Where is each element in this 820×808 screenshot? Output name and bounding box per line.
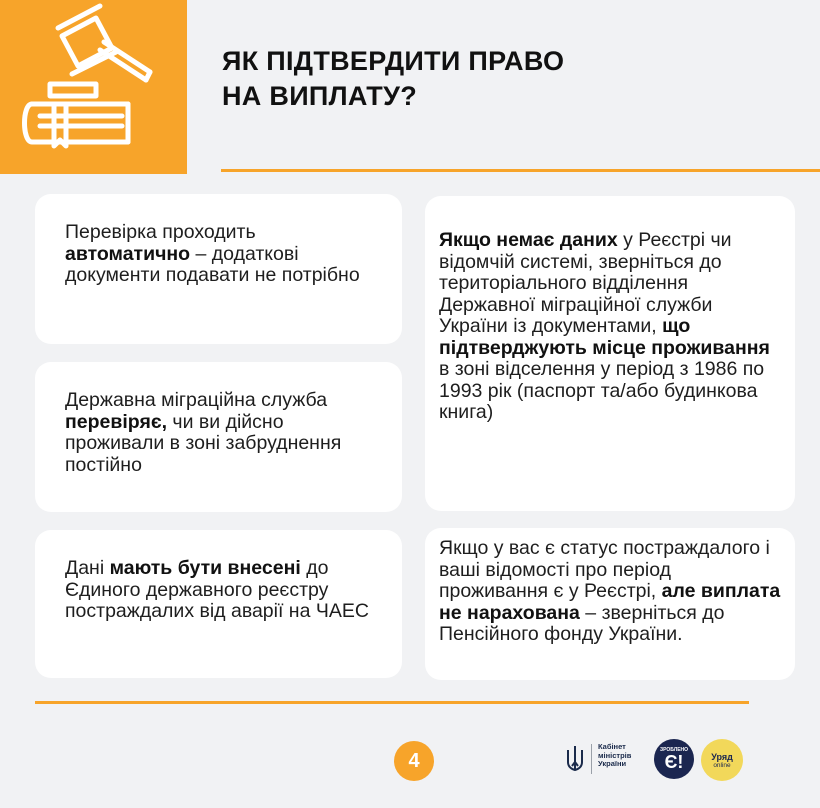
card-text-bold: що підтверджують місце проживання [439, 315, 770, 359]
e-done-logo [654, 739, 694, 779]
title-divider [221, 169, 820, 172]
title-line-1: ЯК ПІДТВЕРДИТИ ПРАВО [222, 46, 565, 76]
card-text-bold: Якщо немає даних [439, 229, 618, 251]
card-text-part: – зверніться до Пенсійного фонду України. [439, 601, 725, 645]
cabinet-line: міністрів [598, 750, 632, 760]
card-text-part: Державна міграційна служба [65, 389, 328, 411]
card-text [65, 558, 378, 623]
card-text [65, 390, 378, 476]
card-text-bold: але виплата не нарахована [439, 580, 781, 624]
card-text-bold: мають бути внесені [109, 557, 301, 579]
card-text-part: Якщо у вас є статус постраждалого і ваші відомості про період проживання є у Реєстрі, [439, 537, 770, 602]
uryad-logo-line2: online [713, 761, 731, 769]
trident-emblem-icon [565, 744, 585, 774]
card-text [439, 538, 781, 646]
cabinet-of-ministers-logo-text [598, 743, 631, 769]
cabinet-line: України [598, 759, 627, 768]
info-card-pension-fund [425, 528, 795, 680]
card-text-part: Дані [65, 557, 110, 579]
card-text-part: в зоні відселення у період з 1986 по 1993 рік (паспорт та/або будинкова книга) [439, 358, 765, 423]
footer-divider [35, 701, 749, 704]
e-logo-big-text: Є! [664, 751, 684, 772]
header-icon-box [0, 0, 187, 174]
e-logo-small-text: ЗРОБЛЕНО [659, 746, 689, 753]
info-card-no-data [425, 196, 795, 511]
card-text-part: Перевірка проходить [65, 221, 256, 243]
info-card-migration-service [35, 362, 402, 512]
card-text-part: – додаткові документи подавати не потрібно [65, 242, 360, 286]
title-line-2: НА ВИПЛАТУ? [222, 81, 417, 111]
info-card-automatic-check [35, 194, 402, 344]
cabinet-line: Кабінет [598, 742, 626, 751]
info-card-registry [35, 530, 402, 678]
card-text-bold: автоматично [65, 242, 191, 265]
card-text-part: у Реєстрі чи відомчій системі, зверніться до територіального відділення Державної міграційної служби України із документами, [439, 229, 732, 337]
uryad-logo-line1: Уряд [711, 751, 733, 762]
gavel-book-icon [0, 0, 187, 174]
card-text [439, 230, 781, 424]
logo-divider [591, 744, 592, 774]
uryad-online-logo [701, 739, 743, 781]
card-text-part: чи ви дійсно проживали в зоні забруднення постійно [65, 410, 342, 476]
card-text-part: до Єдиного державного реєстру постраждалих від аварії на ЧАЕС [65, 557, 369, 622]
page-title [222, 44, 722, 114]
card-text [65, 222, 374, 287]
page-number-badge: 4 [394, 741, 434, 781]
card-text-bold: перевіряє, [65, 410, 168, 433]
